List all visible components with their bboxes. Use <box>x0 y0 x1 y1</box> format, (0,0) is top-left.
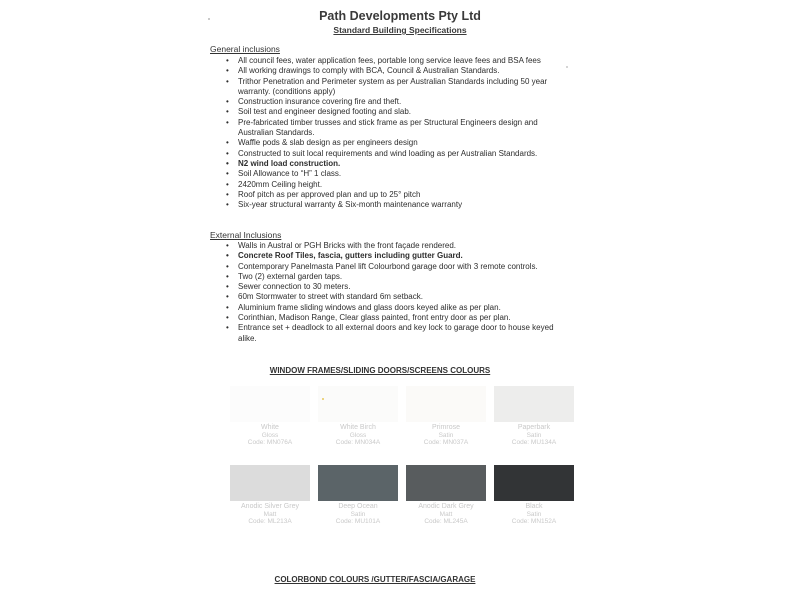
swatch-finish: Gloss <box>349 431 367 439</box>
scan-speck <box>208 18 210 20</box>
inclusion-item: • Concrete Roof Tiles, fascia, gutters including gutter Guard. <box>224 251 569 261</box>
colour-swatch <box>318 386 398 422</box>
inclusion-item: • Soil test and engineer designed footing and slab. <box>224 107 569 117</box>
colour-swatch <box>318 465 398 501</box>
document-subtitle: Standard Building Specifications <box>333 25 467 35</box>
swatch-name: Paperbark <box>517 424 551 431</box>
inclusion-item: • Constructed to suit local requirements and wind loading as per Australian Standards. <box>224 149 569 159</box>
inclusion-item: • Trithor Penetration and Perimeter system as per Australian Standards including 50 year warranty. (conditions apply) <box>224 77 569 98</box>
inclusion-item: • Contemporary Panelmasta Panel lift Colourbond garage door with 3 remote controls. <box>224 262 569 272</box>
swatch-name: Deep Ocean <box>338 503 378 510</box>
inclusion-item: • Construction insurance covering fire and theft. <box>224 97 569 107</box>
swatch-label <box>396 503 496 526</box>
scan-speck <box>566 66 568 68</box>
swatch-finish: Satin <box>350 510 366 518</box>
company-name: Path Developments Pty Ltd <box>319 9 481 23</box>
colour-swatch <box>406 465 486 501</box>
inclusion-item: • Aluminium frame sliding windows and glass doors keyed alike as per plan. <box>224 303 569 313</box>
colour-swatch <box>230 465 310 501</box>
swatch-code: Code: MU101A <box>335 518 381 526</box>
swatch-code: Code: MN037A <box>423 439 469 447</box>
inclusion-item: • Roof pitch as per approved plan and up to 25° pitch <box>224 190 569 200</box>
swatch-label <box>308 503 408 526</box>
inclusion-item: • N2 wind load construction. <box>224 159 569 169</box>
inclusion-item: • Entrance set + deadlock to all external doors and key lock to garage door to house keyed alike. <box>224 323 569 344</box>
swatch-name: Primrose <box>431 424 460 431</box>
inclusion-item: • All council fees, water application fees, portable long service leave fees and BSA fees <box>224 56 569 66</box>
swatch-finish: Matt <box>439 510 453 518</box>
general-inclusions-heading: General inclusions <box>210 44 280 54</box>
swatch-finish: Gloss <box>261 431 279 439</box>
swatch-name: Anodic Silver Grey <box>241 503 299 510</box>
swatch-code: Code: MU134A <box>511 439 557 447</box>
colour-swatch <box>230 386 310 422</box>
inclusion-item: • Waffle pods & slab design as per engineers design <box>224 138 569 148</box>
inclusion-item: • Corinthian, Madison Range, Clear glass painted, front entry door as per plan. <box>224 313 569 323</box>
swatch-code: Code: ML245A <box>424 518 468 526</box>
swatch-finish: Matt <box>263 510 277 518</box>
colorbond-colours-title: COLORBOND COLOURS /GUTTER/FASCIA/GARAGE <box>274 575 476 584</box>
inclusion-item: • 2420mm Ceiling height. <box>224 180 569 190</box>
inclusion-item: • Six-year structural warranty & Six-month maintenance warranty <box>224 200 569 210</box>
swatch-code: Code: MN034A <box>335 439 381 447</box>
swatch-name: White <box>261 424 279 431</box>
swatch-label <box>220 503 320 526</box>
swatch-finish: Satin <box>526 431 542 439</box>
swatch-label <box>220 424 320 447</box>
swatch-label <box>484 424 584 447</box>
swatch-label <box>308 424 408 447</box>
swatch-finish: Satin <box>526 510 542 518</box>
external-inclusions-list <box>224 241 569 344</box>
inclusion-item: • Soil Allowance to “H” 1 class. <box>224 169 569 179</box>
external-inclusions-heading: External Inclusions <box>210 230 282 240</box>
swatch-finish: Satin <box>438 431 454 439</box>
inclusion-item: • Pre-fabricated timber trusses and stick frame as per Structural Engineers design and Australian Standards. <box>224 118 569 139</box>
scan-speck <box>322 398 324 400</box>
colour-swatch <box>494 386 574 422</box>
swatch-name: Anodic Dark Grey <box>418 503 474 510</box>
swatch-name: White Birch <box>340 424 376 431</box>
general-inclusions-list <box>224 56 569 210</box>
swatch-label <box>484 503 584 526</box>
swatch-code: Code: ML213A <box>248 518 292 526</box>
inclusion-item: • All working drawings to comply with BCA, Council & Australian Standards. <box>224 66 569 76</box>
swatch-code: Code: MN152A <box>511 518 557 526</box>
inclusion-item: • Two (2) external garden taps. <box>224 272 569 282</box>
inclusion-item: • 60m Stormwater to street with standard 6m setback. <box>224 292 569 302</box>
inclusion-item: • Sewer connection to 30 meters. <box>224 282 569 292</box>
swatch-code: Code: MN076A <box>247 439 293 447</box>
colour-swatch <box>494 465 574 501</box>
swatch-name: Black <box>525 503 543 510</box>
colour-swatch <box>406 386 486 422</box>
inclusion-item: • Walls in Austral or PGH Bricks with the front façade rendered. <box>224 241 569 251</box>
swatch-label <box>396 424 496 447</box>
window-colours-title: WINDOW FRAMES/SLIDING DOORS/SCREENS COLOURS <box>269 366 491 375</box>
